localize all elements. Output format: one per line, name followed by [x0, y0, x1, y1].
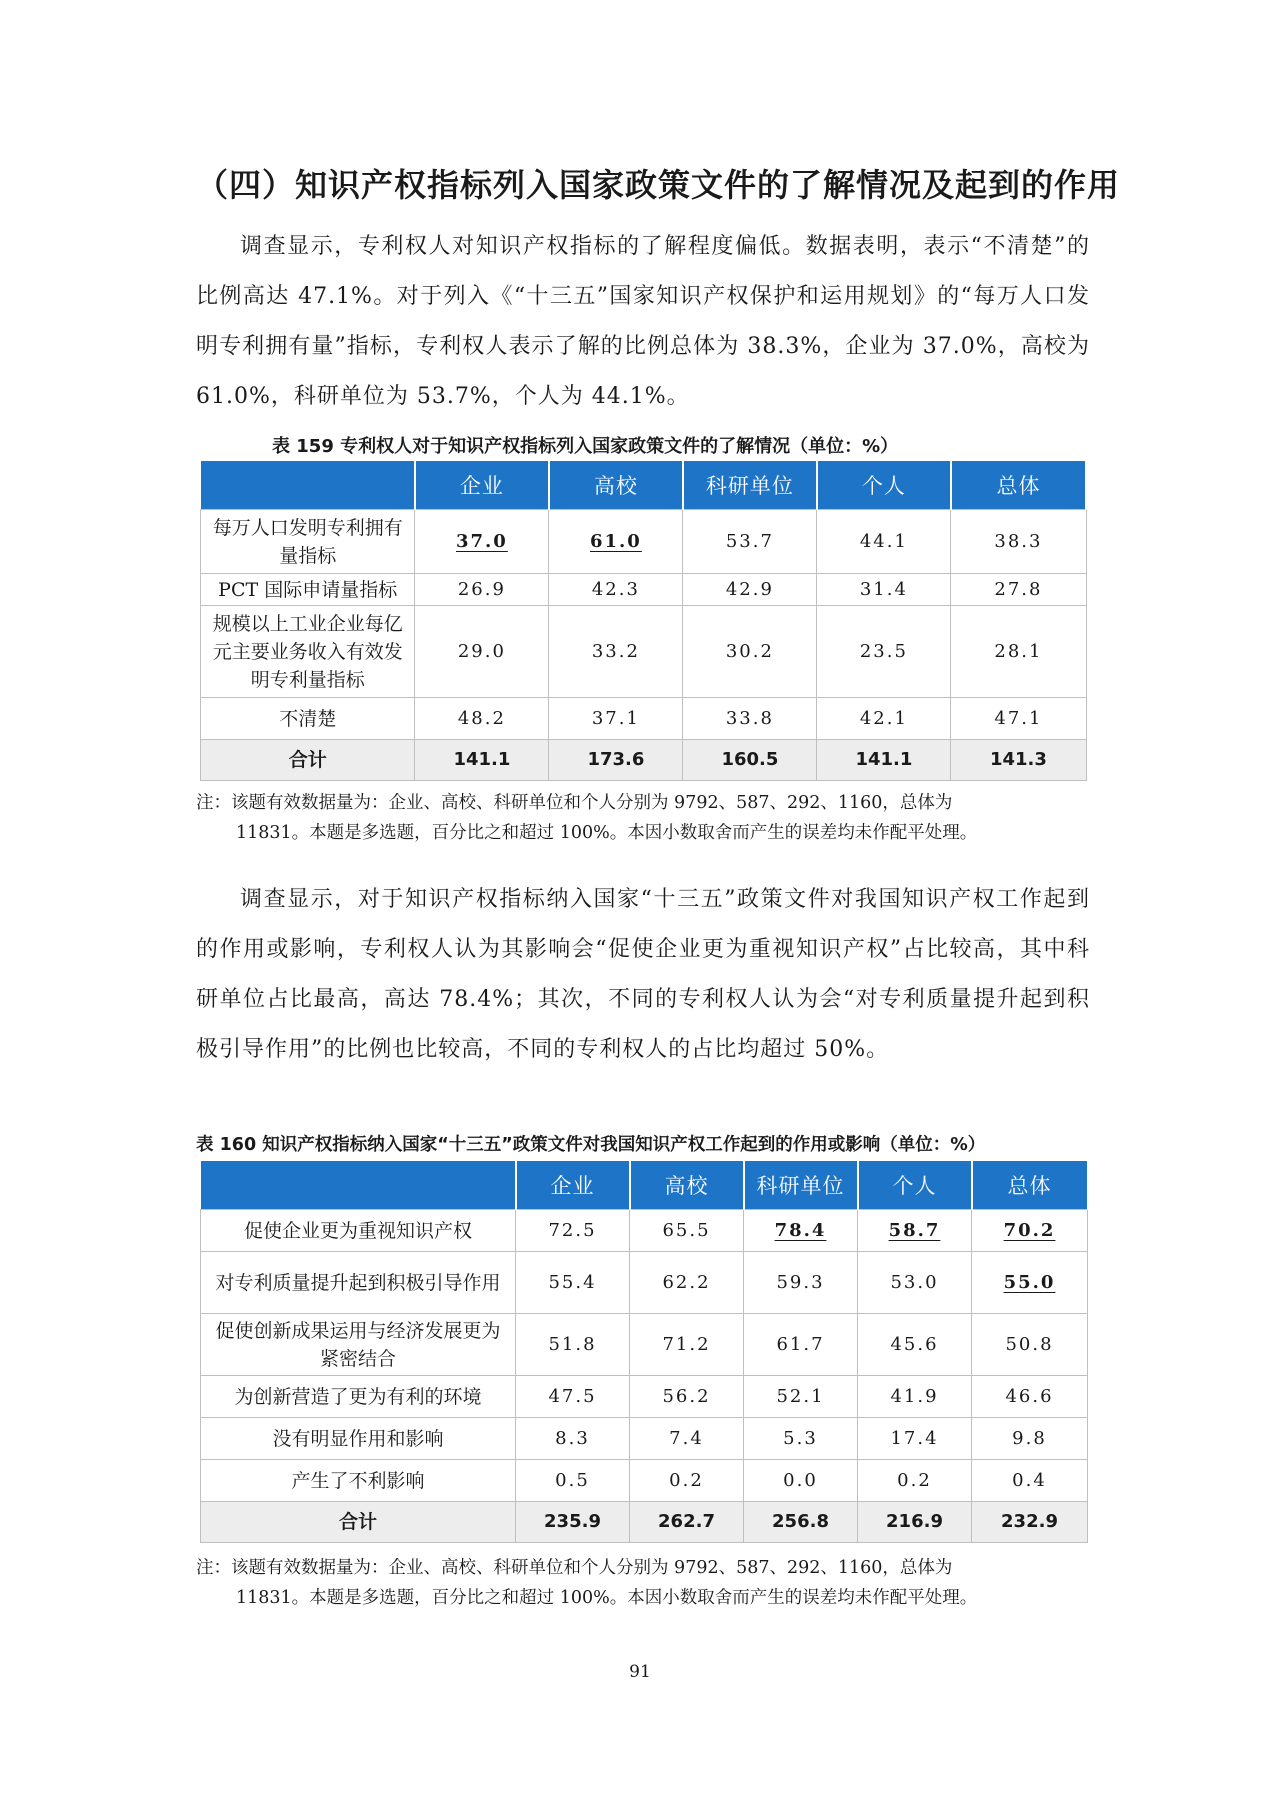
row-label: 产生了不利影响 [201, 1460, 516, 1502]
row-label: 每万人口发明专利拥有量指标 [201, 510, 415, 574]
cell-value: 26.9 [415, 574, 549, 606]
table-row [201, 1418, 1088, 1460]
table-160-caption: 表 160 知识产权指标纳入国家“十三五”政策文件对我国知识产权工作起到的作用或影响（单位：%） [196, 1135, 986, 1155]
table-row [201, 1210, 1088, 1252]
cell-value: 8.3 [516, 1418, 630, 1460]
total-value: 160.5 [683, 740, 817, 781]
cell-value: 0.2 [630, 1460, 744, 1502]
cell-value: 53.7 [683, 510, 817, 574]
cell-value: 23.5 [817, 606, 951, 698]
total-value: 141.1 [817, 740, 951, 781]
table-159 [200, 461, 1087, 781]
header-enterprise: 企业 [415, 461, 549, 510]
table-row [201, 510, 1087, 574]
cell-value: 78.4 [744, 1210, 858, 1252]
page-number: 91 [629, 1662, 651, 1682]
cell-value: 47.1 [951, 698, 1086, 740]
total-value: 216.9 [858, 1502, 972, 1543]
cell-value: 5.3 [744, 1418, 858, 1460]
table-row [201, 1252, 1088, 1314]
cell-value: 31.4 [817, 574, 951, 606]
header-individual: 个人 [817, 461, 951, 510]
cell-value: 17.4 [858, 1418, 972, 1460]
cell-value: 0.4 [972, 1460, 1088, 1502]
cell-value: 33.2 [549, 606, 683, 698]
cell-value: 0.2 [858, 1460, 972, 1502]
table-row [201, 1314, 1088, 1376]
cell-value: 37.1 [549, 698, 683, 740]
cell-value: 71.2 [630, 1314, 744, 1376]
cell-value: 51.8 [516, 1314, 630, 1376]
table-total-row [201, 740, 1087, 781]
row-label: 对专利质量提升起到积极引导作用 [201, 1252, 516, 1314]
cell-value: 0.0 [744, 1460, 858, 1502]
paragraph-2: 调查显示，对于知识产权指标纳入国家“十三五”政策文件对我国知识产权工作起到的作用或影响，专利权人认为其影响会“促使企业更为重视知识产权”占比较高，其中科研单位占比最高，高达 78.4%；其次，不同的专利权人认为会“对专利质量提升起到积极引导作用”的比例也比较高，不同的专利权人的占比均超过 50%。 [196, 887, 1090, 1062]
cell-value: 48.2 [415, 698, 549, 740]
row-label: 没有明显作用和影响 [201, 1418, 516, 1460]
total-value: 173.6 [549, 740, 683, 781]
cell-value: 28.1 [951, 606, 1086, 698]
table-row [201, 698, 1087, 740]
cell-value: 30.2 [683, 606, 817, 698]
header-overall: 总体 [951, 461, 1086, 510]
cell-value: 47.5 [516, 1376, 630, 1418]
table-row [201, 606, 1087, 698]
cell-value: 72.5 [516, 1210, 630, 1252]
table-row [201, 1376, 1088, 1418]
note-line-1: 注：该题有效数据量为：企业、高校、科研单位和个人分别为 9792、587、292、1160，总体为 [196, 793, 953, 813]
paragraph-1: 调查显示，专利权人对知识产权指标的了解程度偏低。数据表明，表示“不清楚”的比例高达 47.1%。对于列入《“十三五”国家知识产权保护和运用规划》的“每万人口发明专利拥有量”指标，专利权人表示了解的比例总体为 38.3%，企业为 37.0%，高校为 61.0%，科研单位为 53.7%，个人为 44.1%。 [196, 234, 1090, 409]
cell-value: 58.7 [858, 1210, 972, 1252]
cell-value: 42.1 [817, 698, 951, 740]
row-label: 促使创新成果运用与经济发展更为紧密结合 [201, 1314, 516, 1376]
table-row [201, 574, 1087, 606]
table-160-note [196, 1553, 1096, 1613]
cell-value: 42.9 [683, 574, 817, 606]
header-individual: 个人 [858, 1161, 972, 1210]
table-159-caption: 表 159 专利权人对于知识产权指标列入国家政策文件的了解情况（单位：%） [272, 436, 899, 457]
header-university: 高校 [549, 461, 683, 510]
cell-value: 42.3 [549, 574, 683, 606]
row-label: PCT 国际申请量指标 [201, 574, 415, 606]
cell-value: 41.9 [858, 1376, 972, 1418]
row-label: 不清楚 [201, 698, 415, 740]
total-label: 合计 [201, 1502, 516, 1543]
table-160 [200, 1161, 1089, 1543]
cell-value: 61.7 [744, 1314, 858, 1376]
header-corner [201, 461, 415, 510]
note-line-1: 注：该题有效数据量为：企业、高校、科研单位和个人分别为 9792、587、292、1160，总体为 [196, 1558, 953, 1578]
note-line-2: 11831。本题是多选题，百分比之和超过 100%。本因小数取舍而产生的误差均未作配平处理。 [236, 1588, 978, 1608]
cell-value: 59.3 [744, 1252, 858, 1314]
total-value: 256.8 [744, 1502, 858, 1543]
section-title: （四）知识产权指标列入国家政策文件的了解情况及起到的作用 [196, 166, 1121, 204]
cell-value: 53.0 [858, 1252, 972, 1314]
cell-value: 70.2 [972, 1210, 1088, 1252]
cell-value: 65.5 [630, 1210, 744, 1252]
table-159-note [196, 788, 1096, 848]
header-research-unit: 科研单位 [744, 1161, 858, 1210]
row-label: 为创新营造了更为有利的环境 [201, 1376, 516, 1418]
cell-value: 61.0 [549, 510, 683, 574]
header-university: 高校 [630, 1161, 744, 1210]
cell-value: 62.2 [630, 1252, 744, 1314]
total-value: 235.9 [516, 1502, 630, 1543]
total-value: 141.3 [951, 740, 1086, 781]
cell-value: 38.3 [951, 510, 1086, 574]
cell-value: 55.0 [972, 1252, 1088, 1314]
total-value: 232.9 [972, 1502, 1088, 1543]
cell-value: 37.0 [415, 510, 549, 574]
row-label: 促使企业更为重视知识产权 [201, 1210, 516, 1252]
total-value: 262.7 [630, 1502, 744, 1543]
total-value: 141.1 [415, 740, 549, 781]
cell-value: 44.1 [817, 510, 951, 574]
row-label: 规模以上工业企业每亿元主要业务收入有效发明专利量指标 [201, 606, 415, 698]
note-line-2: 11831。本题是多选题，百分比之和超过 100%。本因小数取舍而产生的误差均未作配平处理。 [236, 823, 978, 843]
cell-value: 7.4 [630, 1418, 744, 1460]
cell-value: 52.1 [744, 1376, 858, 1418]
cell-value: 29.0 [415, 606, 549, 698]
cell-value: 55.4 [516, 1252, 630, 1314]
header-enterprise: 企业 [516, 1161, 630, 1210]
cell-value: 45.6 [858, 1314, 972, 1376]
table-total-row [201, 1502, 1088, 1543]
total-label: 合计 [201, 740, 415, 781]
cell-value: 56.2 [630, 1376, 744, 1418]
cell-value: 50.8 [972, 1314, 1088, 1376]
cell-value: 46.6 [972, 1376, 1088, 1418]
table-header-row [201, 1161, 1088, 1210]
header-corner [201, 1161, 516, 1210]
cell-value: 9.8 [972, 1418, 1088, 1460]
cell-value: 27.8 [951, 574, 1086, 606]
header-overall: 总体 [972, 1161, 1088, 1210]
header-research-unit: 科研单位 [683, 461, 817, 510]
cell-value: 33.8 [683, 698, 817, 740]
table-header-row [201, 461, 1087, 510]
table-row [201, 1460, 1088, 1502]
cell-value: 0.5 [516, 1460, 630, 1502]
